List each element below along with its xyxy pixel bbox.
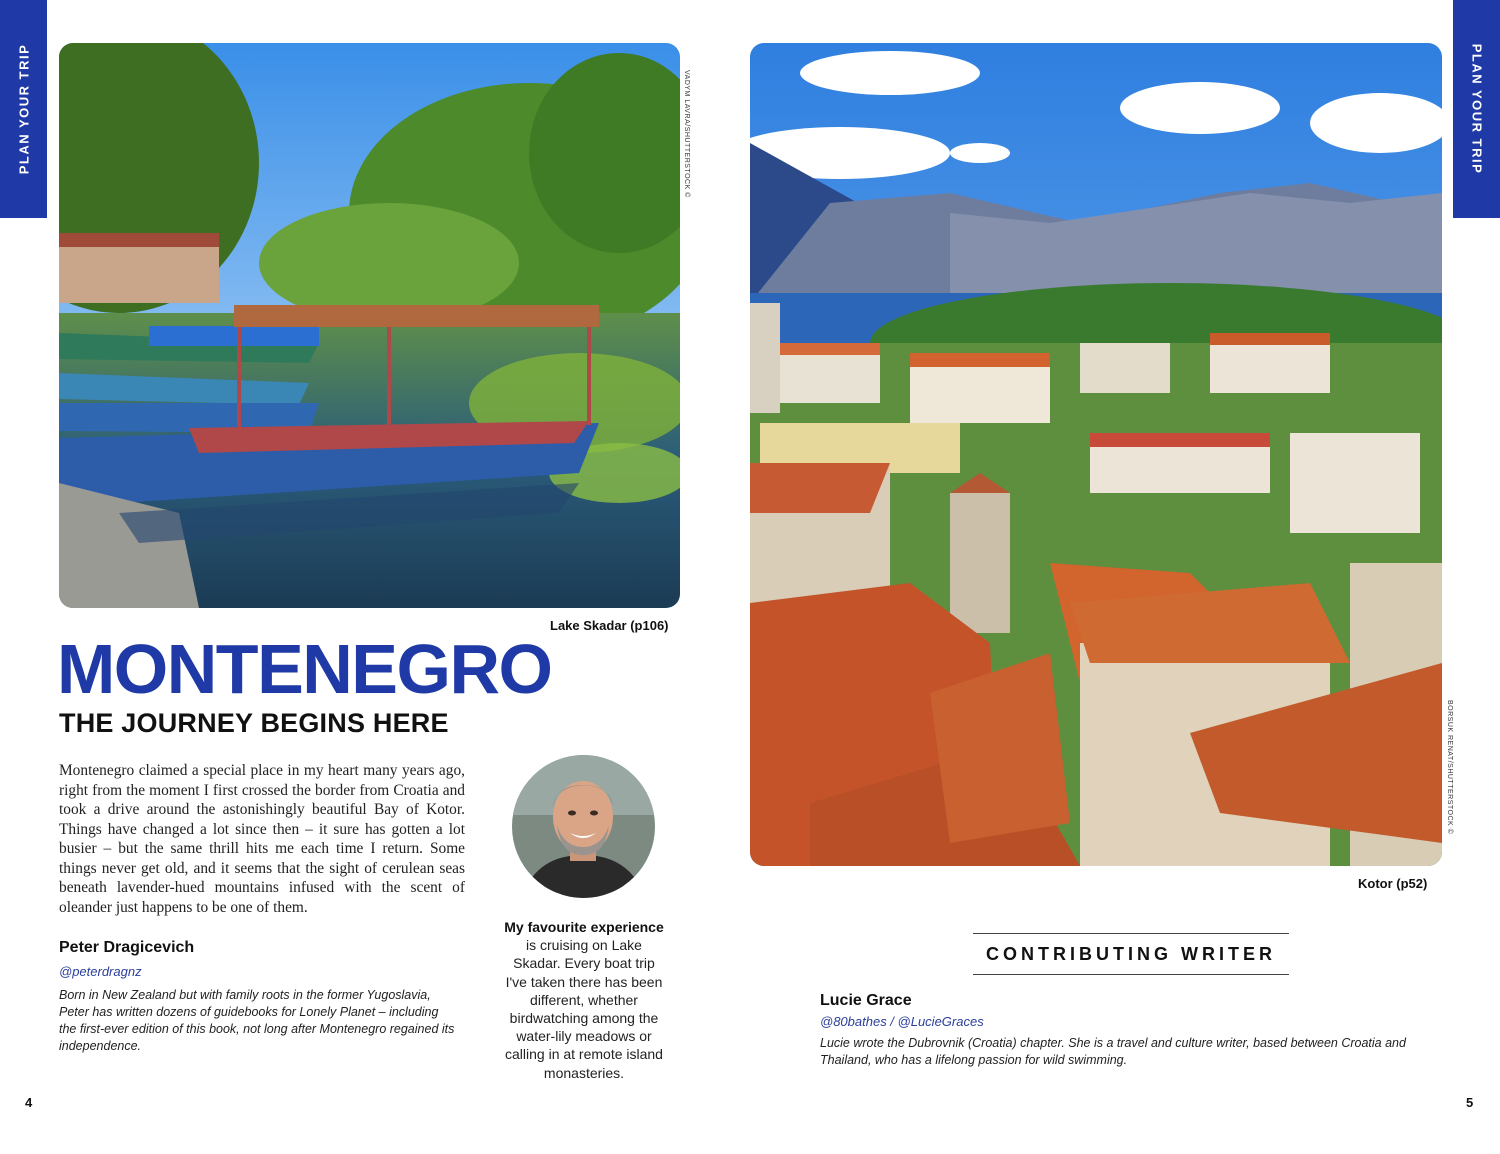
contributor-handle: @80bathes / @LucieGraces [820, 1014, 984, 1029]
kotor-photo [750, 43, 1442, 866]
author-name: Peter Dragicevich [59, 939, 195, 956]
photo-credit: BORSUK RENAT/SHUTTERSTOCK © [1446, 700, 1453, 835]
contributing-writer-heading: CONTRIBUTING WRITER [973, 933, 1289, 975]
lake-skadar-photo [59, 43, 680, 608]
favourite-experience-lead: My favourite experience [504, 919, 664, 935]
author-bio: Born in New Zealand but with family roots in the former Yugoslavia, Peter has written dozens of guidebooks for Lonely Planet – including the first-ever edition of this book, not long after Montenegro regained its independence. [59, 988, 455, 1053]
photo-credit: VADYM LAVRA/SHUTTERSTOCK © [683, 70, 690, 198]
photo-caption: Kotor (p52) [1358, 876, 1428, 891]
author-handle: @peterdragnz [59, 964, 142, 979]
contributor-name: Lucie Grace [820, 992, 912, 1009]
page-number-left: 4 [25, 1095, 33, 1110]
favourite-experience-text: is cruising on Lake Skadar. Every boat trip I've taken there has been different, whether birdwatching among the water-lily meadows or calling in at remote island monasteries. [505, 937, 663, 1081]
page-number-right: 5 [1466, 1095, 1474, 1110]
section-tab-label: PLAN YOUR TRIP [16, 43, 31, 175]
favourite-experience [504, 918, 664, 1082]
intro-paragraph: Montenegro claimed a special place in my heart many years ago, right from the moment I first crossed the border from Croatia and took a drive around the astonishingly beautiful Bay of Kotor. Things have changed a lot since then – it sure has gotten a lot busier – but the same thrill hits me each time I return. Some things never get old, and it seems that the sight of cerulean seas beneath lavender-hued mountains infused with the scent of oleander just happens to be one of them. [59, 762, 465, 916]
photo-caption: Lake Skadar (p106) [550, 618, 669, 633]
section-tab-right [1453, 0, 1500, 218]
section-tab-left [0, 0, 47, 218]
section-tab-label: PLAN YOUR TRIP [1469, 43, 1484, 175]
author-avatar [512, 755, 655, 898]
page-title: MONTENEGRO [57, 630, 552, 708]
contributor-bio: Lucie wrote the Dubrovnik (Croatia) chapter. She is a travel and culture writer, based between Croatia and Thailand, who has a lifelong passion for wild swimming. [820, 1036, 1406, 1067]
page-subtitle: THE JOURNEY BEGINS HERE [59, 708, 449, 738]
